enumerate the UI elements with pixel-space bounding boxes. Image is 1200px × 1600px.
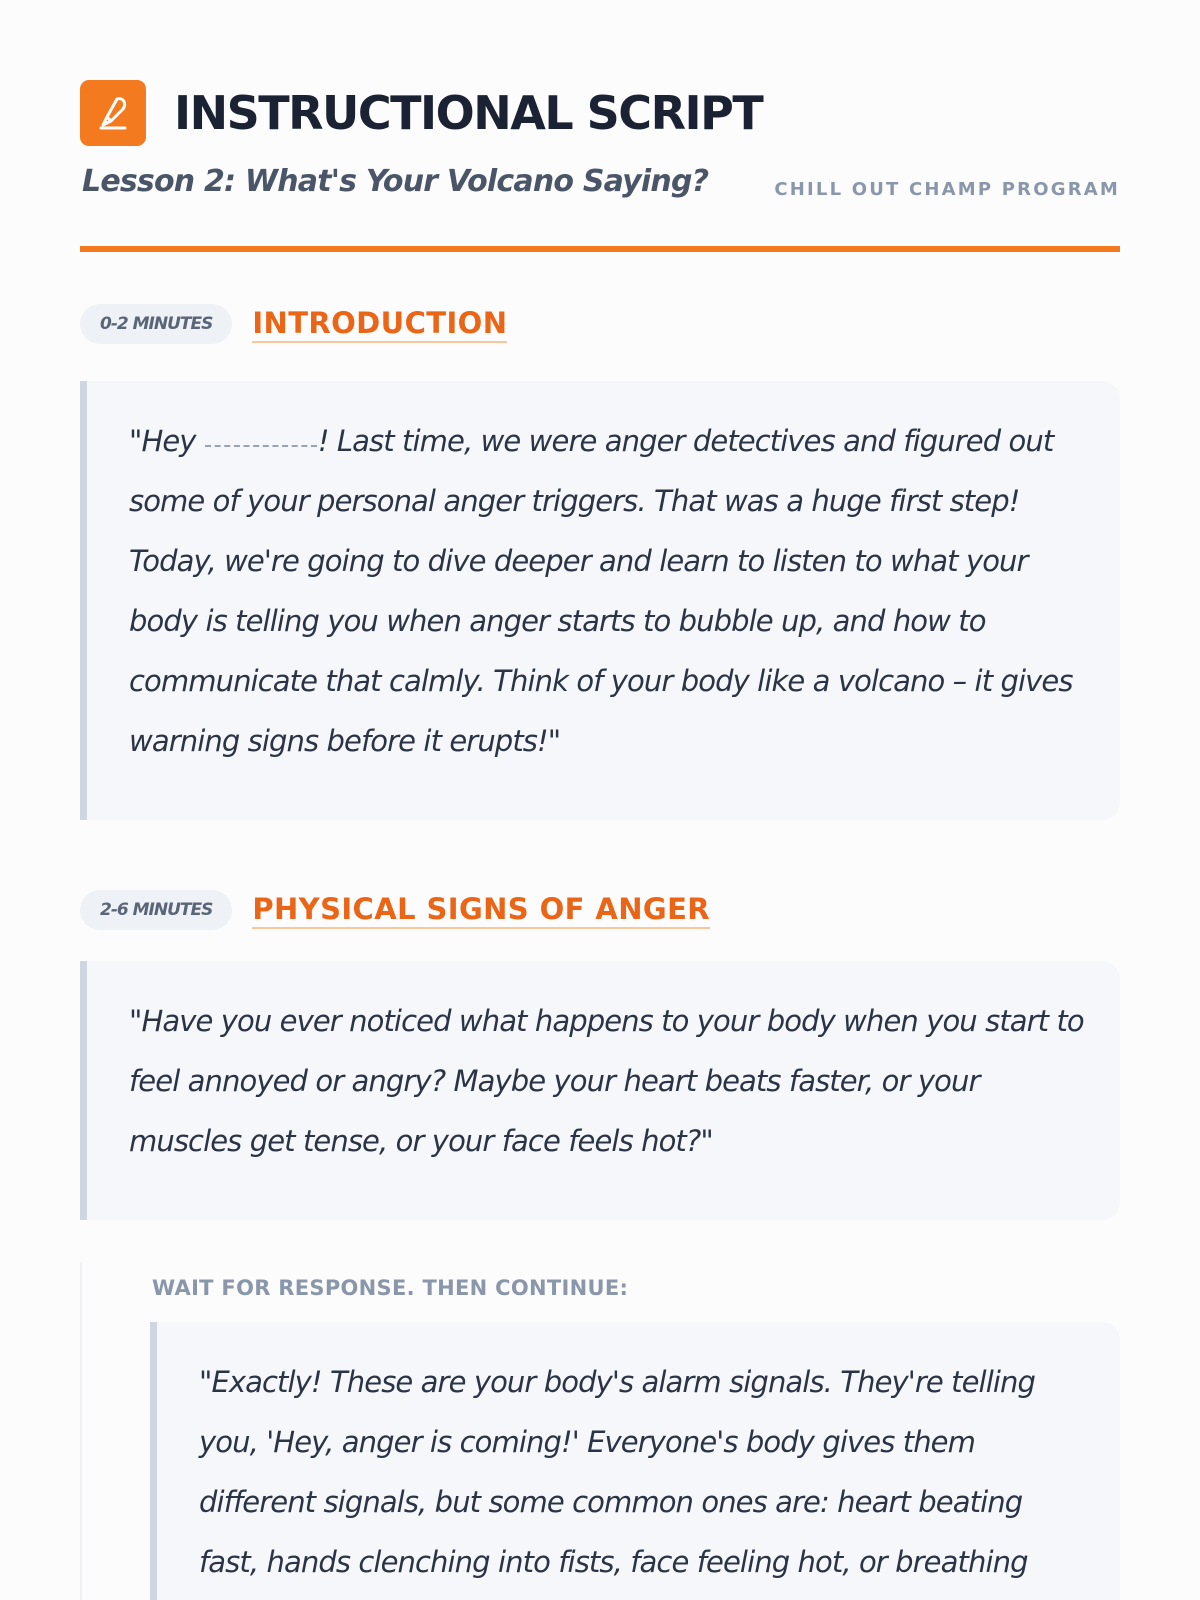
script-text-start: "Hey — [129, 424, 204, 458]
script-text: "Have you ever noticed what happens to your body when you start to feel annoyed or angry? Maybe your heart beats faster, or your muscles get tense, or your face feels hot?" — [129, 1004, 1084, 1158]
time-badge: 2-6 MINUTES — [80, 890, 232, 930]
time-badge: 0-2 MINUTES — [80, 304, 232, 344]
header — [80, 80, 762, 146]
section-header-physical-signs — [80, 890, 710, 930]
document-title: INSTRUCTIONAL SCRIPT — [174, 86, 763, 140]
section-header-introduction — [80, 304, 507, 344]
header-divider — [80, 246, 1120, 252]
script-text-rest: ! Last time, we were anger detectives and figured out some of your personal anger triggers. That was a huge first step! Today, we're going to dive deeper and learn to listen to what your body is telling you when anger starts to bubble up, and how to communicate that calmly. Think of your body like a volcano – it gives warning signs before it erupts!" — [129, 424, 1073, 758]
section-title: PHYSICAL SIGNS OF ANGER — [252, 891, 710, 929]
lesson-title: Lesson 2: What's Your Volcano Saying? — [82, 164, 709, 199]
section-title: INTRODUCTION — [252, 305, 507, 343]
script-block-introduction — [80, 381, 1120, 820]
script-text — [129, 411, 1086, 771]
script-text: "Exactly! These are your body's alarm signals. They're telling you, 'Hey, anger is coming!' Everyone's body gives them different signals, but some common ones are: heart beating fast, hands clenching into fists, face feeling hot, or breathing — [199, 1365, 1036, 1579]
name-blank — [205, 445, 317, 447]
script-block-followup — [150, 1322, 1120, 1600]
script-block-physical-signs — [80, 961, 1120, 1220]
instruction-block — [80, 1262, 1120, 1600]
instruction-label: WAIT FOR RESPONSE. THEN CONTINUE: — [152, 1276, 629, 1300]
pen-quill-icon — [80, 80, 146, 146]
script-page — [80, 0, 1120, 1600]
program-name: CHILL OUT CHAMP PROGRAM — [774, 179, 1120, 200]
subtitle-row — [80, 160, 1120, 210]
